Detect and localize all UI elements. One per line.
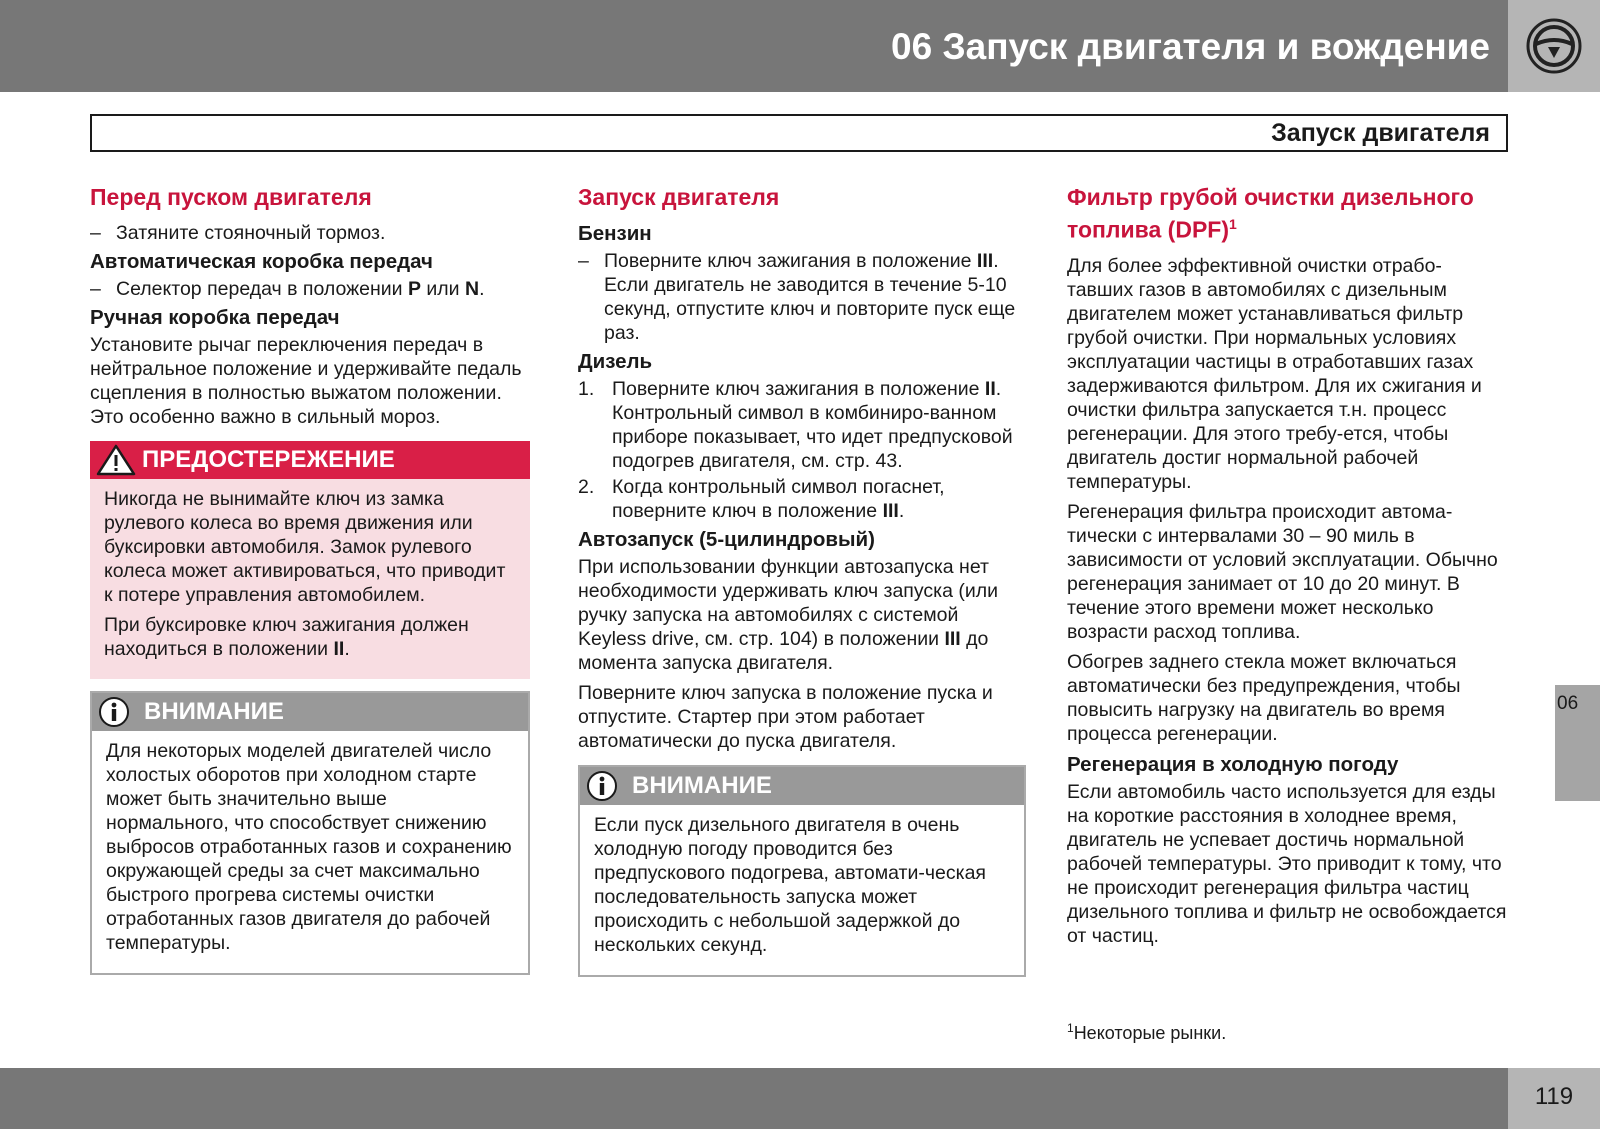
warning-label: ПРЕДОСТЕРЕЖЕНИЕ [142, 446, 395, 473]
footnote: $^1$Некоторые рынки. [1067, 1021, 1227, 1043]
list-item [90, 221, 530, 245]
note-label: ВНИМАНИЕ [632, 772, 772, 799]
dpf-text-1: Для более эффективной очистки отрабо-тавших газов в автомобилях с дизельным двигателем может устанавливаться фильтр грубой очистки. При нормальных условиях эксплуатации частицы в отработавших газах задерживаются фильтром. Для их сжигания и очистки фильтра запускается т.н. процесс регенерации. Для этого требу-ется, чтобы двигатель достиг нормальной рабочей температуры. [1067, 254, 1482, 493]
column-before-start [90, 184, 530, 975]
warning-text: Никогда не вынимайте ключ из замка рулевого колеса во время движения или буксировки автомобиля. Замок рулевого колеса может активироваться, что приводит к потере управления автомобилем. [104, 488, 506, 606]
dash-marker: – [90, 222, 101, 244]
list-item [578, 377, 1026, 473]
step-number: 2. [578, 476, 595, 498]
warning-header [90, 441, 530, 479]
item-text: Когда контрольный символ погаснет, поверните ключ в положение III. [612, 476, 945, 522]
note-header [580, 767, 1024, 805]
info-icon [586, 770, 618, 802]
warning-box [90, 441, 530, 679]
column-engine-start [578, 184, 1026, 977]
autostart-text: При использовании функции автозапуска нет необходимости удерживать ключ запуска (или ручку запуска на автомобилях с системой Keyless drive, см. стр. 104) в положении III до момента запуска двигателя. [578, 556, 999, 674]
section-header [90, 114, 1508, 152]
steering-wheel-icon [1508, 0, 1600, 92]
dpf-text-3: Обогрев заднего стекла может включаться автоматически без предупреждения, чтобы повысить нагрузку на двигатель во время процесса регенерации. [1067, 650, 1461, 745]
step-number: 1. [578, 378, 595, 400]
footnote-ref: 1 [1229, 216, 1237, 232]
warning-triangle-icon [96, 444, 136, 476]
chapter-title: 06 Запуск двигателя и вождение [891, 26, 1490, 67]
heading-petrol: Бензин [578, 222, 652, 245]
column-dpf [1067, 184, 1507, 954]
heading-automatic: Автоматическая коробка передач [90, 250, 433, 273]
heading-before-start: Перед пуском двигателя [90, 184, 372, 210]
heading-cold-regeneration: Регенерация в холодную погоду [1067, 752, 1399, 776]
heading-manual: Ручная коробка передач [90, 306, 340, 329]
dpf-text-2: Регенерация фильтра происходит автома-тически с интервалами 30 – 90 миль в зависимости от условий эксплуатации. Обычно регенерация занимает от 10 до 20 минут. В течение этого времени может несколько возрасти расход топлива. [1067, 500, 1498, 643]
warning-text: При буксировке ключ зажигания должен находиться в положении II. [104, 614, 469, 660]
chapter-icon-box [1508, 0, 1600, 92]
heading-autostart: Автозапуск (5-цилиндровый) [578, 528, 875, 551]
heading-dpf: Фильтр грубой очистки дизельного топлива (DPF)$^1$ [1067, 184, 1474, 243]
page-number-box [1508, 1068, 1600, 1129]
list-item [578, 475, 1026, 523]
warning-body [90, 479, 530, 679]
note-body [92, 731, 528, 973]
page-number: 119 [1534, 1083, 1574, 1110]
chapter-side-tab [1555, 685, 1600, 801]
item-text: Поверните ключ зажигания в положение III. Если двигатель не заводится в течение 5-10 секунд, отпустите ключ и повторите пуск еще раз. [604, 250, 1016, 344]
info-icon [98, 696, 130, 728]
note-header [92, 693, 528, 731]
manual-text: Установите рычаг переключения передач в нейтральное положение и удерживайте педаль сцепления в полностью выжатом положении. Это особенно важно в сильный мороз. [90, 334, 522, 428]
dash-marker: – [578, 250, 589, 272]
section-title: Запуск двигателя [1271, 119, 1490, 147]
note-text: Если пуск дизельного двигателя в очень холодную погоду проводится без предпускового подогрева, автомати-ческая последовательность запуска может происходить с небольшой задержкой до нескольких секунд. [594, 814, 986, 956]
top-bar [0, 0, 1600, 92]
item-text: Поверните ключ зажигания в положение II. Контрольный символ в комбиниро-ванном приборе показывает, что идет предпусковой подогрев двигателя, см. стр. 43. [612, 378, 1013, 472]
note-label: ВНИМАНИЕ [144, 698, 284, 725]
autostart-text-2: Поверните ключ запуска в положение пуска и отпустите. Стартер при этом работает автоматически до пуска двигателя. [578, 682, 993, 752]
item-text: Затяните стояночный тормоз. [116, 222, 386, 244]
note-body [580, 805, 1024, 975]
note-text: Для некоторых моделей двигателей число холостых оборотов при холодном старте может быть значительно выше нормального, что способствует снижению выбросов отработанных газов и сохранению окружающей среды за счет максимально быстрого прогрева системы очистки отработанных газов двигателя до рабочей температуры. [106, 740, 512, 954]
list-item [578, 249, 1026, 345]
note-box [90, 691, 530, 975]
cold-regeneration-text: Если автомобиль часто используется для езды на короткие расстояния в холоднее время, двигатель не успевает достичь нормальной рабочей температуры. Это приводит к тому, что не происходит регенерация фильтра частиц дизельного топлива и фильтр не освобождается от частиц. [1067, 780, 1507, 947]
bottom-bar [0, 1068, 1600, 1129]
heading-engine-start: Запуск двигателя [578, 184, 780, 210]
heading-diesel: Дизель [578, 350, 653, 373]
item-text: Селектор передач в положении P или N. [116, 278, 485, 300]
side-tab-label: 06 [1557, 693, 1579, 714]
list-item [90, 277, 530, 301]
note-box [578, 765, 1026, 977]
dash-marker: – [90, 278, 101, 300]
